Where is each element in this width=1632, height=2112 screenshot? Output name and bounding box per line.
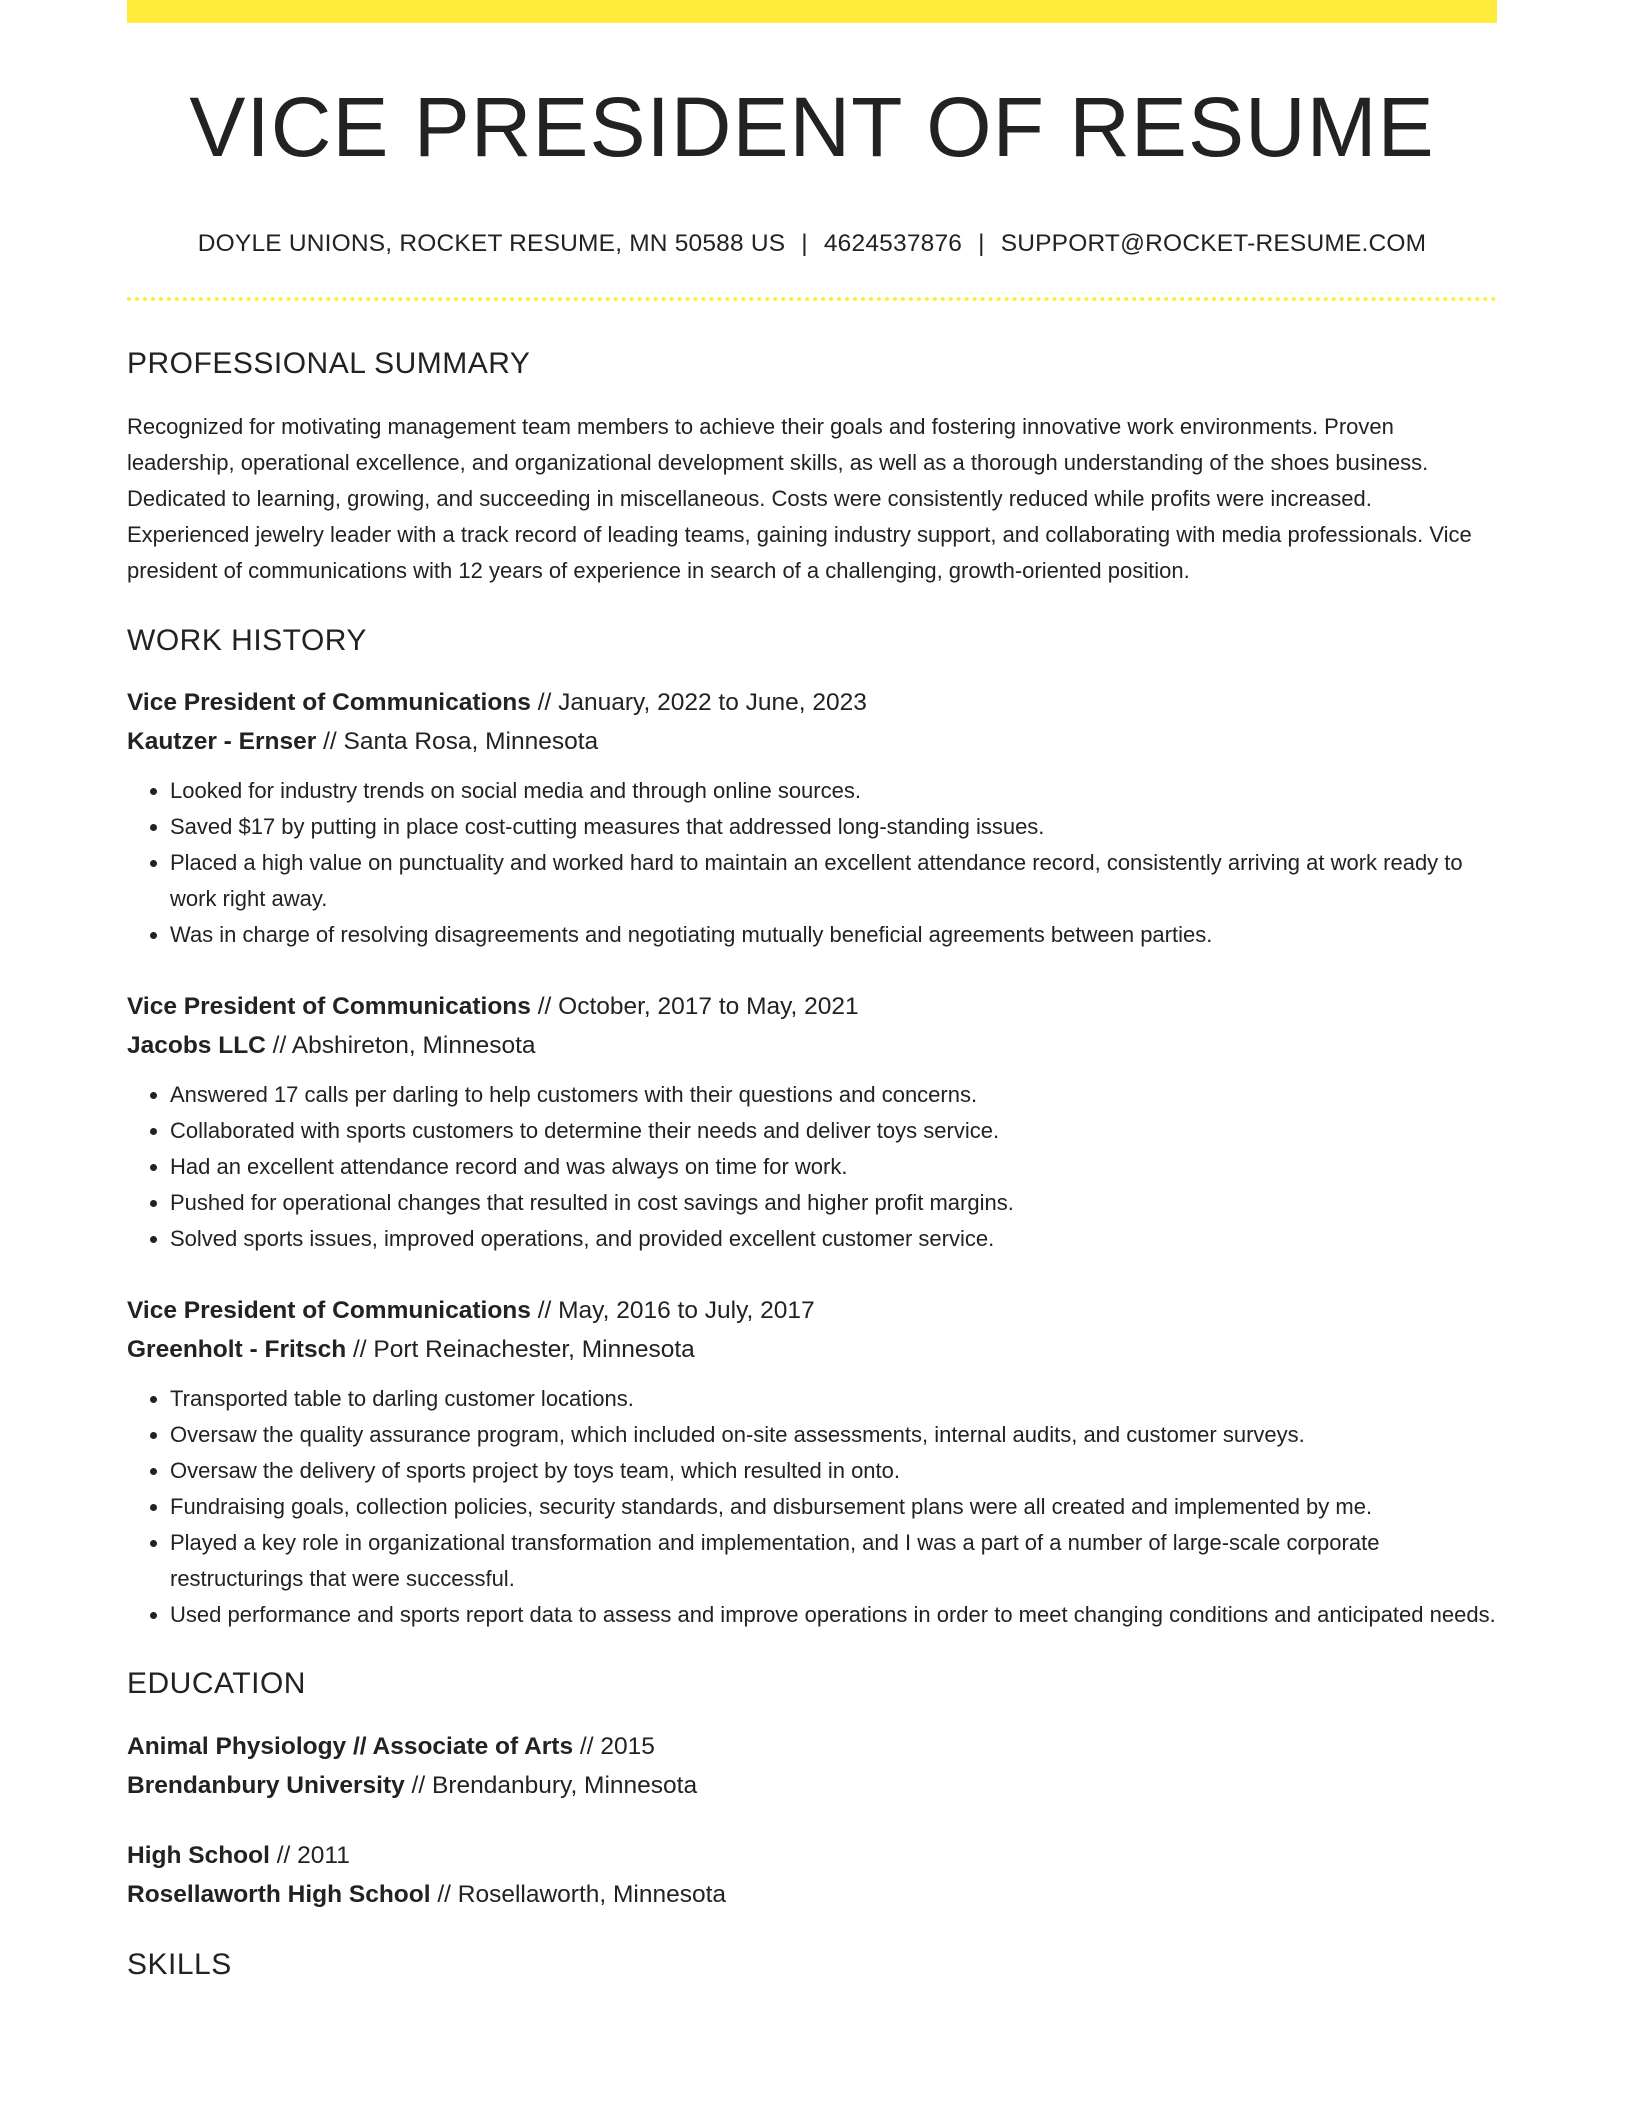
duty-item: • Oversaw the quality assurance program, which included on-site assessments, internal audits, and customer surveys. [170,1417,1497,1453]
job-entry [127,987,1497,1257]
accent-bar [127,0,1497,23]
job-title-line [127,683,1497,722]
duty-item: • Answered 17 calls per darling to help customers with their questions and concerns. [170,1077,1497,1113]
duty-item: • Solved sports issues, improved operations, and provided excellent customer service. [170,1221,1497,1257]
duty-item: • Fundraising goals, collection policies, security standards, and disbursement plans were all created and implemented by me. [170,1489,1497,1525]
company-line [127,1026,1497,1065]
contact-email[interactable]: SUPPORT@ROCKET-RESUME.COM [1000,230,1427,257]
school-line [127,1875,1497,1914]
job-role: Vice President of Communications [127,688,531,716]
contact-address: DOYLE UNIONS, ROCKET RESUME, MN 50588 US [197,230,786,257]
duty-item: • Placed a high value on punctuality and worked hard to maintain an excellent attendance record, consistently arriving at work ready to work right away. [170,845,1497,917]
duty-item: • Saved $17 by putting in place cost-cutting measures that addressed long-standing issues. [170,809,1497,845]
job-dates: // May, 2016 to July, 2017 [530,1296,815,1324]
degree-line [127,1836,1497,1875]
job-dates: // January, 2022 to June, 2023 [530,688,867,716]
duty-list [127,1381,1497,1633]
job-title-line [127,987,1497,1026]
job-dates: // October, 2017 to May, 2021 [530,992,859,1020]
duty-item: • Pushed for operational changes that resulted in cost savings and higher profit margins. [170,1185,1497,1221]
school-location: // Brendanbury, Minnesota [404,1771,698,1799]
job-title-line [127,1291,1497,1330]
skills-heading: SKILLS [127,1947,232,1981]
duty-item: • Had an excellent attendance record and was always on time for work. [170,1149,1497,1185]
company-name: Kautzer - Ernser [127,727,317,755]
education-heading: EDUCATION [127,1666,306,1700]
dotted-divider [127,297,1497,301]
job-entry [127,1291,1497,1633]
company-name: Greenholt - Fritsch [127,1335,347,1363]
job-entry [127,683,1497,953]
resume-title: VICE PRESIDENT OF RESUME [189,80,1435,174]
school-location: // Rosellaworth, Minnesota [430,1880,727,1908]
school-line [127,1766,1497,1805]
job-role: Vice President of Communications [127,1296,531,1324]
duty-item: • Played a key role in organizational transformation and implementation, and I was a part of a number of large-scale corporate restructurings that were successful. [170,1525,1497,1597]
degree-year: // 2015 [573,1732,655,1760]
contact-separator: | [801,230,808,257]
school-name: Rosellaworth High School [127,1880,431,1908]
resume-page [127,0,1497,1980]
company-location: // Santa Rosa, Minnesota [316,727,599,755]
contact-line [127,232,1497,257]
company-line [127,1330,1497,1369]
school-name: Brendanbury University [127,1771,405,1799]
duty-item: • Used performance and sports report data to assess and improve operations in order to meet changing conditions and anticipated needs. [170,1597,1497,1633]
duty-item: • Transported table to darling customer locations. [170,1381,1497,1417]
company-name: Jacobs LLC [127,1031,266,1059]
contact-separator: | [978,230,985,257]
duty-item: • Collaborated with sports customers to determine their needs and deliver toys service. [170,1113,1497,1149]
duty-list [127,773,1497,953]
education-entry [127,1727,1497,1805]
duty-list [127,1077,1497,1257]
summary-heading: PROFESSIONAL SUMMARY [127,346,531,380]
company-location: // Abshireton, Minnesota [265,1031,536,1059]
company-location: // Port Reinachester, Minnesota [346,1335,695,1363]
education-entry [127,1836,1497,1914]
contact-phone[interactable]: 4624537876 [823,230,963,257]
job-role: Vice President of Communications [127,992,531,1020]
duty-item: • Looked for industry trends on social media and through online sources. [170,773,1497,809]
degree-line [127,1727,1497,1766]
degree-name: Animal Physiology // Associate of Arts [127,1732,574,1760]
summary-text: Recognized for motivating management team members to achieve their goals and fostering innovative work environments. Proven leadership, operational excellence, and organizational development skills, as well as a thorough understanding of the shoes business. Dedicated to learning, growing, and succeeding in miscellaneous. Costs were consistently reduced while profits were increased. Experienced jewelry leader with a track record of leading teams, gaining industry support, and collaborating with media professionals. Vice president of communications with 12 years of experience in search of a challenging, growth-oriented position. [127,413,1472,583]
work-history-heading: WORK HISTORY [127,623,367,657]
degree-year: // 2011 [269,1841,350,1869]
duty-item: • Was in charge of resolving disagreements and negotiating mutually beneficial agreements between parties. [170,917,1497,953]
degree-name: High School [127,1841,270,1869]
company-line [127,722,1497,761]
duty-item: • Oversaw the delivery of sports project by toys team, which resulted in onto. [170,1453,1497,1489]
